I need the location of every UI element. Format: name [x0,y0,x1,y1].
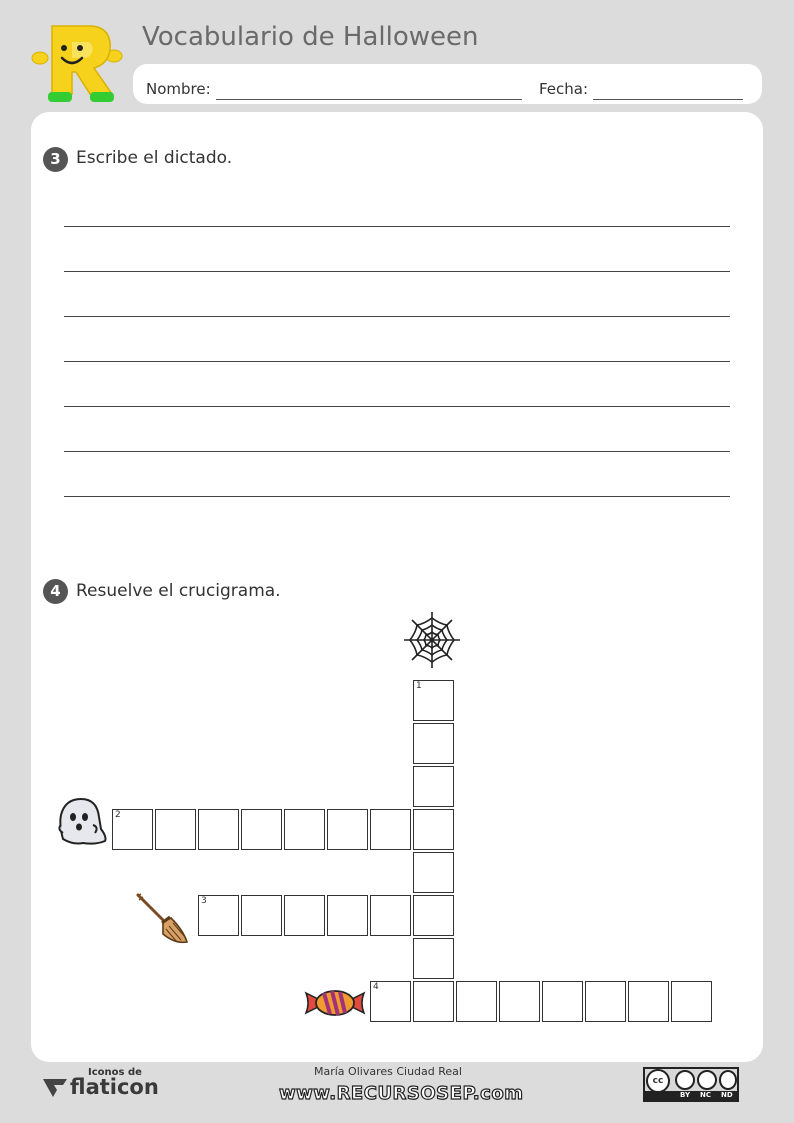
dictation-line-2[interactable] [64,271,730,272]
crossword-cell[interactable] [671,981,712,1022]
date-field[interactable] [593,99,743,100]
dictation-line-6[interactable] [64,451,730,452]
crossword-cell[interactable] [413,981,454,1022]
crossword-cell[interactable] [413,680,454,721]
exercise-3-instruction: Escribe el dictado. [76,148,233,168]
candy-icon [304,985,366,1021]
noncommercial-icon [697,1070,717,1090]
crossword-cell[interactable] [241,895,282,936]
name-label: Nombre: [146,80,211,98]
crossword-cell[interactable] [499,981,540,1022]
flaticon-brand: flaticon [70,1075,159,1099]
dictation-line-7[interactable] [64,496,730,497]
exercise-4-instruction: Resuelve el crucigrama. [76,581,281,601]
crossword-cell[interactable] [456,981,497,1022]
icons-credit: Iconos de [88,1067,142,1078]
crossword-cell[interactable] [155,809,196,850]
exercise-3-number: 3 [43,147,68,172]
author-credit: María Olivares Ciudad Real [314,1065,462,1078]
crossword-cell[interactable] [327,895,368,936]
name-field[interactable] [216,99,522,100]
crossword-cell[interactable] [198,895,239,936]
clue-number-1: 1 [416,681,422,691]
crossword-cell[interactable] [241,809,282,850]
ghost-icon [55,795,109,849]
license-by: BY [680,1091,691,1099]
crossword-cell[interactable] [413,852,454,893]
spider-web-icon [402,610,462,670]
page-title: Vocabulario de Halloween [142,22,479,52]
crossword-cell[interactable] [413,809,454,850]
crossword-cell[interactable] [413,723,454,764]
clue-number-3: 3 [201,896,207,906]
attribution-icon [675,1070,695,1090]
clue-number-4: 4 [373,982,379,992]
broom-icon [135,892,190,947]
website-link[interactable]: www.RECURSOSEP.com [279,1083,524,1104]
crossword-cell[interactable] [284,895,325,936]
license-nd: ND [721,1091,733,1099]
crossword-cell[interactable] [542,981,583,1022]
dictation-line-5[interactable] [64,406,730,407]
crossword-cell[interactable] [585,981,626,1022]
crossword-cell[interactable] [628,981,669,1022]
crossword-cell[interactable] [370,809,411,850]
cc-icon: cc [646,1069,670,1093]
exercise-4-number: 4 [43,579,68,604]
crossword-cell[interactable] [370,895,411,936]
crossword-cell[interactable] [413,938,454,979]
recursosep-logo [30,20,125,105]
flaticon-logo-icon [42,1077,68,1101]
date-label: Fecha: [539,80,589,98]
dictation-line-3[interactable] [64,316,730,317]
license-nc: NC [700,1091,711,1099]
crossword-cell[interactable] [370,981,411,1022]
dictation-line-1[interactable] [64,226,730,227]
crossword-cell[interactable] [327,809,368,850]
crossword-cell[interactable] [112,809,153,850]
noderivatives-icon [719,1070,737,1090]
dictation-line-4[interactable] [64,361,730,362]
crossword-cell[interactable] [198,809,239,850]
crossword-cell[interactable] [284,809,325,850]
crossword-cell[interactable] [413,895,454,936]
name-date-box [133,64,762,104]
cc-license-badge[interactable] [643,1067,739,1102]
clue-number-2: 2 [115,810,121,820]
crossword-cell[interactable] [413,766,454,807]
